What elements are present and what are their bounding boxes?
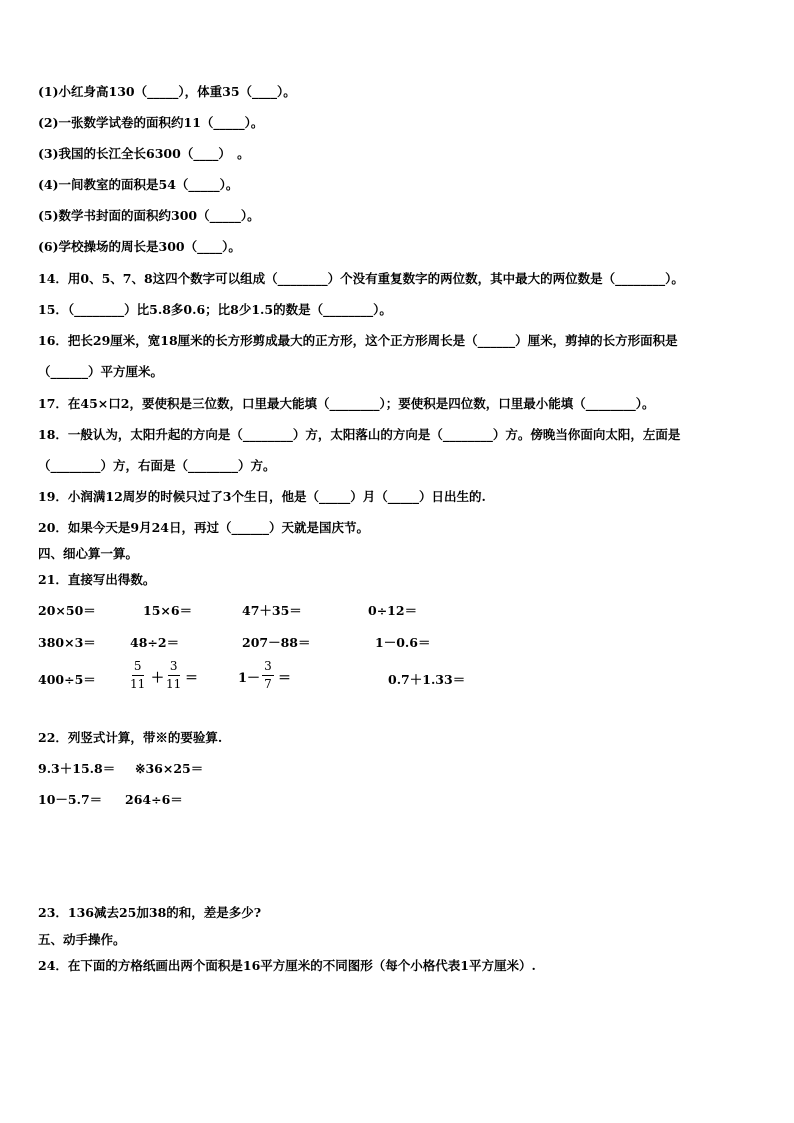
calc-22-r2-c2: 264÷6＝ [125, 792, 183, 807]
question-17: 17．在45×口2，要使积是三位数，口里最大能填（________）；要使积是四位数，口里最小能填（________）。 [38, 396, 655, 411]
fraction-3-11 [166, 660, 181, 691]
question-14: 14．用0、5、7、8这四个数字可以组成（________）个没有重复数字的两位数，其中最大的两位数是（________）。 [38, 271, 684, 286]
question-16-line-1: 16．把长29厘米，宽18厘米的长方形剪成最大的正方形，这个正方形周长是（______）厘米，剪掉的长方形面积是 [38, 333, 678, 348]
fill-in-subquestion-1: (1)小红身高130（_____），体重35（____）。 [38, 84, 296, 99]
calc-21-r1-c1: 20×50＝ [38, 603, 96, 618]
fraction-denominator: 11 [130, 677, 146, 691]
fraction-3-7 [262, 660, 274, 691]
equals-sign: ＝ [278, 671, 292, 686]
fill-in-subquestion-4: (4)一间教室的面积是54（_____）。 [38, 177, 239, 192]
question-18-line-2: （________）方，右面是（________）方。 [38, 458, 276, 473]
calc-22-r1-c2: ※36×25＝ [135, 761, 204, 776]
one-minus: 1－ [238, 671, 261, 686]
question-21: 21．直接写出得数。 [38, 572, 156, 587]
fraction-bar [262, 675, 274, 676]
calc-22-r1-c1: 9.3＋15.8＝ [38, 761, 116, 776]
fraction-numerator: 3 [264, 659, 272, 673]
fraction-bar [168, 675, 180, 676]
calc-21-r3-c1: 400÷5＝ [38, 672, 96, 687]
fraction-5-11 [130, 660, 145, 691]
calc-21-r2-c2: 48÷2＝ [130, 635, 180, 650]
section-5-heading: 五、动手操作。 [38, 932, 126, 947]
question-23: 23．136减去25加38的和，差是多少? [38, 905, 262, 920]
question-16-line-2: （______）平方厘米。 [38, 364, 164, 379]
calc-21-r1-c4: 0÷12＝ [368, 603, 418, 618]
equals-sign: ＝ [185, 671, 199, 686]
calc-21-r1-c2: 15×6＝ [143, 603, 193, 618]
fraction-denominator: 7 [264, 677, 272, 691]
plus-sign: ＋ [151, 671, 165, 686]
calc-21-r1-c3: 47＋35＝ [242, 603, 302, 618]
calc-21-r2-c1: 380×3＝ [38, 635, 96, 650]
question-22: 22．列竖式计算，带※的要验算. [38, 730, 223, 745]
fraction-numerator: 5 [133, 659, 142, 673]
calc-21-r2-c4: 1－0.6＝ [375, 635, 431, 650]
fill-in-subquestion-2: (2)一张数学试卷的面积约11（_____）。 [38, 115, 264, 130]
fraction-denominator: 11 [166, 677, 182, 691]
fraction-bar [132, 675, 144, 676]
question-15: 15．（________）比5.8多0.6；比8少1.5的数是（________）。 [38, 302, 392, 317]
question-20: 20．如果今天是9月24日，再过（______）天就是国庆节。 [38, 520, 369, 535]
fill-in-subquestion-6: (6)学校操场的周长是300（____）。 [38, 239, 241, 254]
calc-22-r2-c1: 10－5.7＝ [38, 792, 103, 807]
fill-in-subquestion-3: (3)我国的长江全长6300（____） 。 [38, 146, 250, 161]
section-4-heading: 四、细心算一算。 [38, 546, 139, 561]
calc-21-r2-c3: 207－88＝ [242, 635, 311, 650]
fraction-numerator: 3 [169, 659, 178, 673]
question-18-line-1: 18．一般认为，太阳升起的方向是（________）方，太阳落山的方向是（________）方。傍晚当你面向太阳，左面是 [38, 427, 681, 442]
fill-in-subquestion-5: (5)数学书封面的面积约300（_____）。 [38, 208, 260, 223]
question-19: 19．小润满12周岁的时候只过了3个生日，他是（_____）月（_____）日出生的. [38, 489, 486, 504]
calc-21-r3-c4: 0.7＋1.33＝ [388, 672, 466, 687]
question-24: 24．在下面的方格纸画出两个面积是16平方厘米的不同图形（每个小格代表1平方厘米）. [38, 958, 536, 973]
